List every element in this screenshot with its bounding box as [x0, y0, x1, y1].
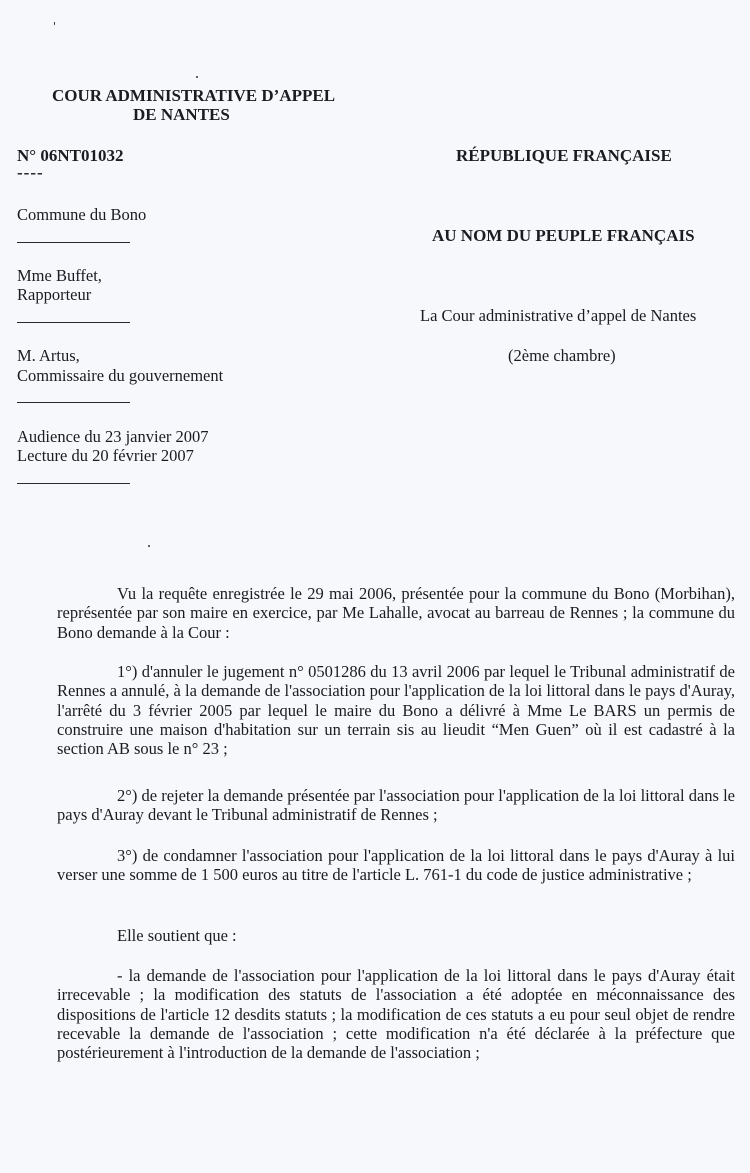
in-name-heading: AU NOM DU PEUPLE FRANÇAIS	[432, 226, 695, 245]
case-number-dashes: ----	[17, 163, 44, 182]
paragraph-moyen-1: - la demande de l'association pour l'application de la loi littoral dans le pays d'Auray était irrecevable ; la modification des statuts de l'association a été adoptée en méconnaissance des dispositions de l'article 12 desdits statuts ; la modification de ces statuts a eu pour seul objet de rendre recevable la demande de l'association ; cette modification n'a été déclarée à la préfecture que postérieurement à l'introduction de la demande de l'association ;	[57, 966, 735, 1063]
rapporteur-name: Mme Buffet,	[17, 266, 102, 285]
scan-speck	[148, 545, 150, 547]
court-name-line1: COUR ADMINISTRATIVE D’APPEL	[52, 86, 336, 105]
audience-date: Audience du 23 janvier 2007	[17, 427, 209, 446]
court-full-name: La Cour administrative d’appel de Nantes	[420, 306, 697, 325]
paragraph-conclusion-3: 3°) de condamner l'association pour l'application de la loi littoral dans le pays d'Auray à lui verser une somme de 1 500 euros au titre de l'article L. 761-1 du code de justice administrative ;	[57, 846, 735, 885]
paragraph-soutient: Elle soutient que :	[117, 926, 237, 945]
scan-speck	[196, 76, 198, 78]
commissaire-role: Commissaire du gouvernement	[17, 366, 224, 385]
chamber: (2ème chambre)	[508, 346, 616, 365]
paragraph-conclusion-2: 2°) de rejeter la demande présentée par l'association pour l'application de la loi littoral dans le pays d'Auray devant le Tribunal administratif de Rennes ;	[57, 786, 735, 825]
republic-heading: RÉPUBLIQUE FRANÇAISE	[456, 146, 672, 165]
court-name-line2: DE NANTES	[133, 105, 230, 124]
paragraph-conclusion-1: 1°) d'annuler le jugement n° 0501286 du 13 avril 2006 par lequel le Tribunal administratif de Rennes a annulé, à la demande de l'association pour l'application de la loi littoral dans le pays d'Auray, l'arrêté du 3 février 2005 par lequel le maire du Bono a délivré à Mme Le BARS un permis de construire une maison d'habitation sur un terrain sis au lieudit “Men Guen” où il est cadastré à la section AB sous le n° 23 ;	[57, 662, 735, 759]
divider	[17, 402, 130, 403]
commissaire-name: M. Artus,	[17, 346, 80, 365]
divider	[17, 242, 130, 243]
divider	[17, 322, 130, 323]
divider	[17, 483, 130, 484]
rapporteur-role: Rapporteur	[17, 285, 92, 304]
paragraph-requete: Vu la requête enregistrée le 29 mai 2006, présentée pour la commune du Bono (Morbihan), représentée par son maire en exercice, par Me Lahalle, avocat au barreau de Rennes ; la commune du Bono demande à la Cour :	[57, 584, 735, 642]
lecture-date: Lecture du 20 février 2007	[17, 446, 194, 465]
party-name: Commune du Bono	[17, 205, 147, 224]
scan-speck	[54, 22, 55, 25]
case-number: N° 06NT01032	[17, 146, 124, 165]
